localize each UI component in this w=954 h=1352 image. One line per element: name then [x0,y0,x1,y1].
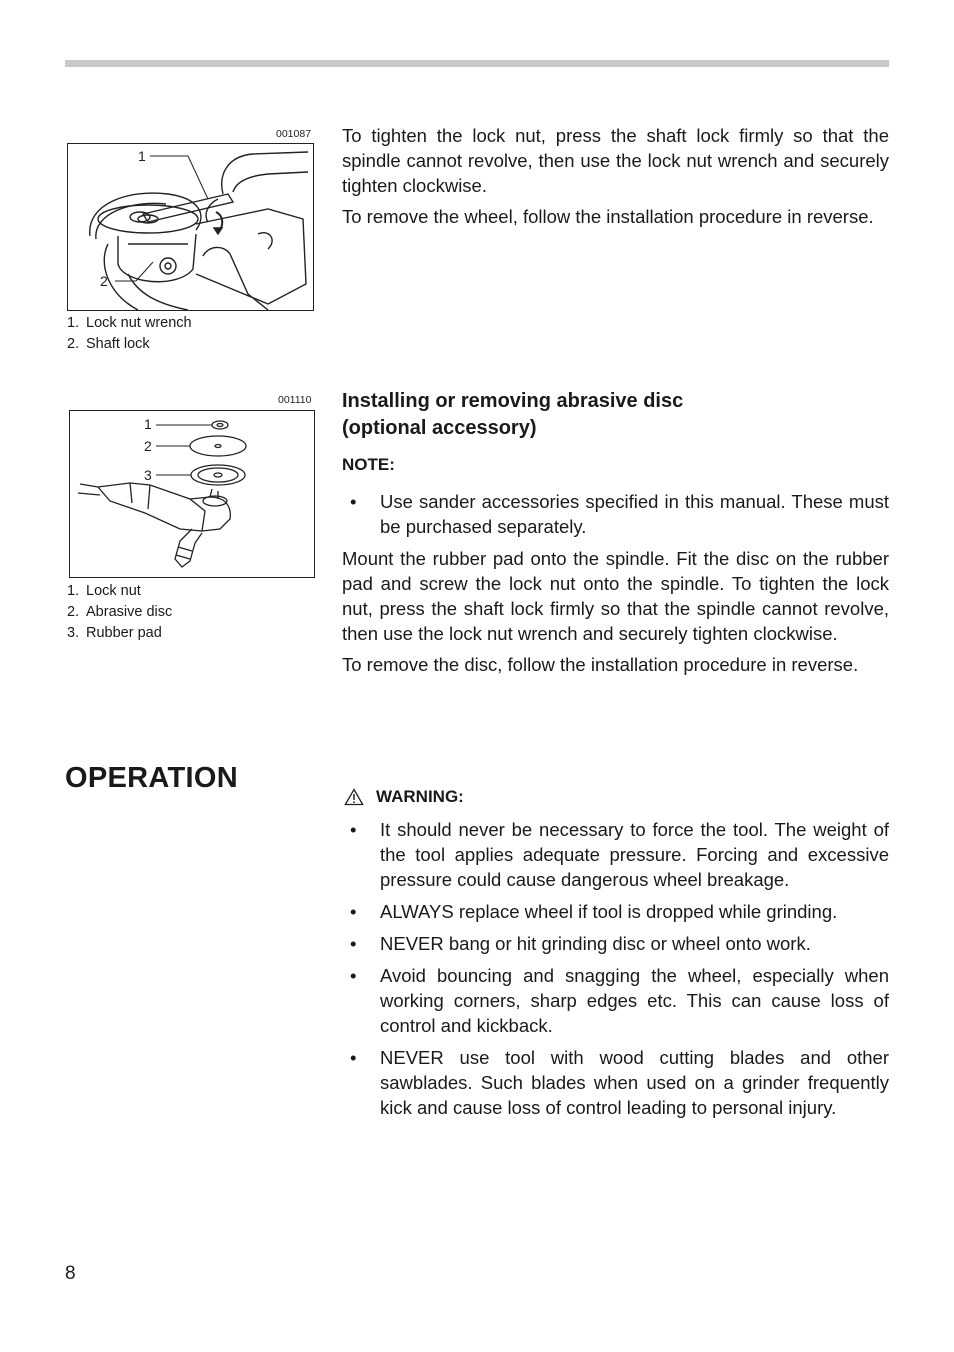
warning-block [342,784,889,1127]
figure2-callout-1: 1 [144,416,152,432]
paragraph: To tighten the lock nut, press the shaft lock firmly so that the spindle cannot revolve, then use the lock nut wrench and securely tighten clockwise. [342,125,889,196]
section-heading: Installing or removing abrasive disc (optional accessory) [342,390,684,439]
figure1-illustration [67,143,314,311]
warning-triangle-icon [344,788,364,806]
caption-item: 2. Abrasive disc [67,604,173,620]
paragraph: To remove the disc, follow the installation procedure in reverse. [342,654,859,675]
list-item: • Use sander accessories specified in this manual. These must be purchased separately. [342,489,889,539]
note-label: NOTE: [342,455,395,474]
abrasive-disc-drawing [70,411,314,577]
figure1-callout-1: 1 [138,148,146,164]
paragraph: To remove the wheel, follow the installation procedure in reverse. [342,206,874,227]
list-item: • It should never be necessary to force the tool. The weight of the tool applies adequate pressure. Forcing and excessive pressure could cause dangerous wheel breakage. [342,817,889,892]
figure1-code: 001087 [276,128,312,140]
figure2-code: 001110 [278,394,312,406]
paragraph: Mount the rubber pad onto the spindle. Fit the disc on the rubber pad and screw the lock nut onto the spindle. To tighten the lock nut, press the shaft lock firmly so that the spindle cannot revolve, then use the lock nut wrench and securely tighten clockwise. [342,548,889,644]
caption-item: 3. Rubber pad [67,625,162,641]
figure2-illustration [69,410,315,578]
caption-item: 2. Shaft lock [67,336,150,352]
figure2-callout-3: 3 [144,467,152,483]
lock-nut-wrench-drawing [68,144,313,310]
list-item: • Avoid bouncing and snagging the wheel, especially when working corners, sharp edges etc. This can cause loss of control and kickback. [342,963,889,1038]
figure2-callout-2: 2 [144,438,152,454]
list-item: • NEVER use tool with wood cutting blades and other sawblades. Such blades when used on a grinder frequently kick and cause loss of control leading to personal injury. [342,1045,889,1120]
list-item: • NEVER bang or hit grinding disc or wheel onto work. [342,931,889,956]
figure2-caption [67,581,172,644]
figure1-caption [67,313,192,355]
section-title-operation: OPERATION [65,762,238,794]
section1-text [342,123,889,235]
warning-heading: WARNING: [344,784,889,809]
list-item: • ALWAYS replace wheel if tool is dropped while grinding. [342,899,889,924]
figure1-callout-2: 2 [100,273,108,289]
caption-item: 1. Lock nut [67,583,141,599]
warning-list [342,817,889,1120]
note-list [342,489,889,539]
header-rule [65,60,889,67]
caption-item: 1. Lock nut wrench [67,315,192,331]
page-number: 8 [65,1263,76,1284]
section2-text [342,388,889,683]
